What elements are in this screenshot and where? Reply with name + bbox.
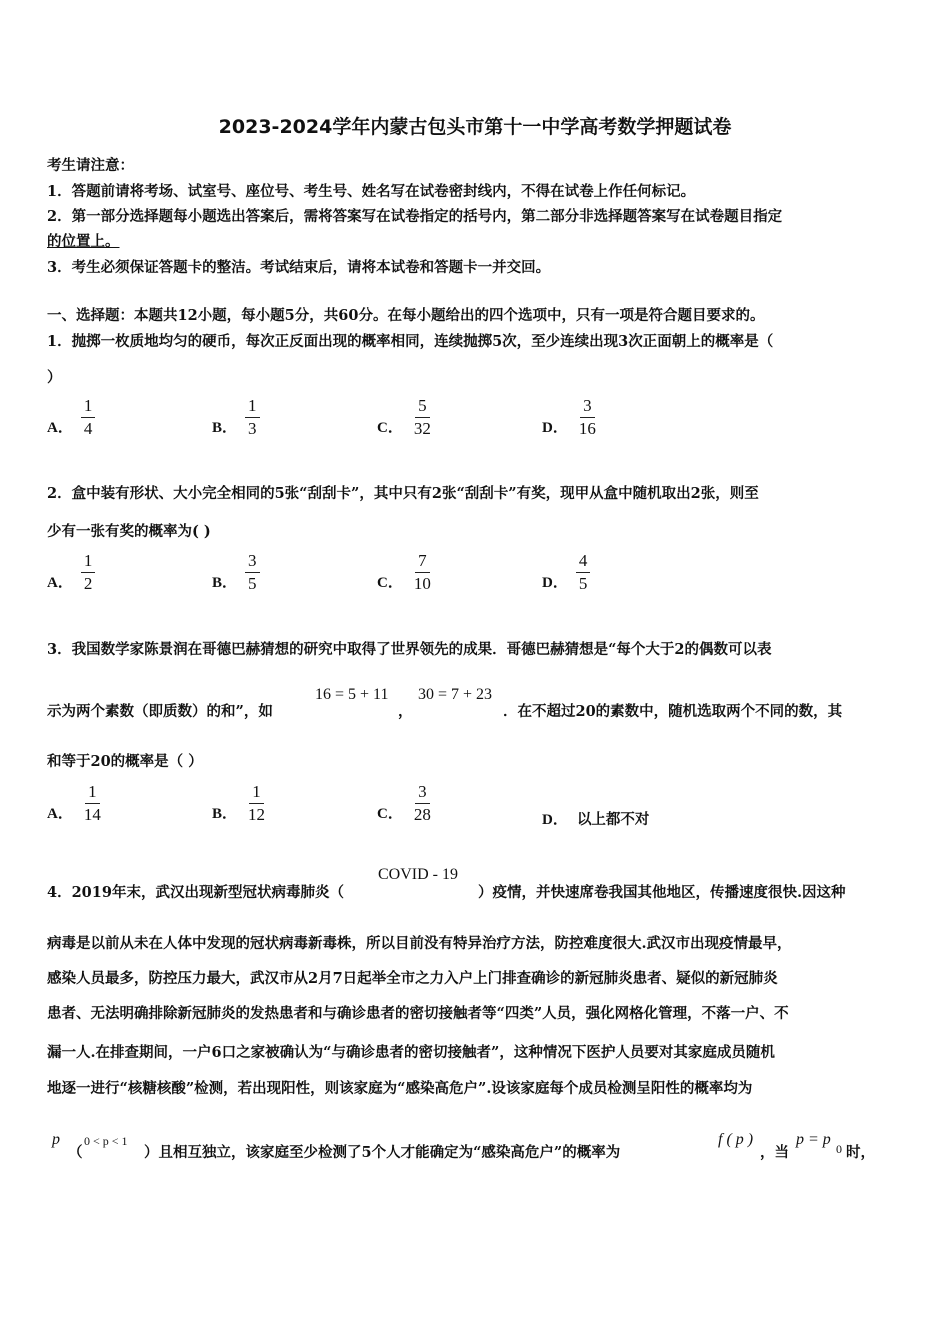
q1-text-line1: 1．抛掷一枚质地均匀的硬币，每次正反面出现的概率相同，连续抛掷5次，至少连续出现3次正面朝上的概率是（	[47, 333, 774, 350]
fraction: $\frac{3}{16}$	[578, 396, 596, 438]
q4-p-symbol: p	[52, 1131, 60, 1148]
q3-equation-1: 16 = 5 + 11	[315, 686, 389, 703]
fraction: $\frac{1}{3}$	[245, 397, 260, 438]
fraction: $\frac{4}{5}$	[576, 552, 591, 593]
page-title: 2023-2024学年内蒙古包头市第十一中学高考数学押题试卷	[218, 116, 732, 138]
notice-line-1: 1．答题前请将考场、试室号、座位号、考生号、姓名写在试卷密封线内，不得在试卷上作任何标记。	[47, 183, 696, 200]
fraction: $\frac{3}{28}$	[413, 782, 431, 824]
option-letter: C．	[377, 805, 403, 822]
option-letter: C．	[377, 574, 403, 591]
q2-option-c[interactable]	[377, 552, 434, 593]
q3-text-line2b: ．在不超过20的素数中，随机选取两个不同的数，其	[503, 703, 843, 720]
q2-option-b[interactable]	[212, 552, 260, 593]
q3-text-line1: 3．我国数学家陈景润在哥德巴赫猜想的研究中取得了世界领先的成果．哥德巴赫猜想是“每个大于2的偶数可以表	[47, 641, 772, 658]
section-heading: 一、选择题：本题共12小题，每小题5分，共60分。在每小题给出的四个选项中，只有一项是符合题目要求的。	[47, 307, 765, 324]
q2-text-line2: 少有一张有奖的概率为( )	[47, 523, 211, 540]
q4-text-line1b: ）疫情，并快速席卷我国其他地区，传播速度很快.因这种	[478, 884, 846, 901]
q3-option-b[interactable]	[212, 783, 268, 824]
q4-text-line1a: 4．2019年末，武汉出现新型冠状病毒肺炎（	[47, 884, 344, 901]
fraction: $\frac{1}{4}$	[81, 397, 96, 438]
q4-covid-term: COVID - 19	[378, 866, 458, 883]
q1-option-c[interactable]	[377, 397, 434, 438]
notice-line-2: 2．第一部分选择题每小题选出答案后，需将答案写在试卷指定的括号内，第二部分非选择题答案写在试卷题目指定	[47, 208, 783, 225]
option-letter: A．	[47, 419, 73, 436]
q3-text-line3: 和等于20的概率是（ ）	[47, 753, 203, 770]
fraction: $\frac{1}{14}$	[83, 782, 101, 824]
notice-heading: 考生请注意：	[47, 157, 134, 174]
fraction: $\frac{1}{12}$	[248, 782, 266, 824]
q3-option-a[interactable]	[47, 783, 104, 824]
fraction: $\frac{1}{2}$	[81, 552, 96, 593]
q2-text-line1: 2．盒中装有形状、大小完全相同的5张“刮刮卡”，其中只有2张“刮刮卡”有奖，现甲从盒中随机取出2张，则至	[47, 485, 759, 502]
fraction: $\frac{3}{5}$	[245, 552, 260, 593]
option-letter: D．	[542, 419, 568, 436]
q4-text-line5: 漏一人.在排查期间，一户6口之家被确认为“与确诊患者的密切接触者”，这种情况下医护人员要对其家庭成员随机	[47, 1044, 775, 1061]
option-letter: B．	[212, 574, 238, 591]
q3-text-line2a: 示为两个素数（即质数）的和”，如	[47, 703, 273, 720]
option-letter: A．	[47, 574, 73, 591]
notice-line-2-cont: 的位置上。	[47, 233, 120, 250]
q4-text-line2: 病毒是以前从未在人体中发现的冠状病毒新毒株，所以目前没有特异治疗方法，防控难度很大.武汉市出现疫情最早，	[47, 935, 792, 952]
q4-p-equals: p = p	[796, 1131, 831, 1148]
q1-option-d[interactable]	[542, 397, 599, 438]
q2-option-d[interactable]	[542, 552, 590, 593]
q4-subscript-0: 0	[836, 1142, 842, 1156]
q4-function-fp: f ( p )	[718, 1131, 754, 1148]
q4-shi: 时，	[846, 1144, 875, 1161]
option-letter: C．	[377, 419, 403, 436]
q4-condition: 0 < p < 1	[84, 1134, 128, 1148]
option-letter: D．	[542, 812, 568, 828]
option-letter: B．	[212, 805, 238, 822]
q2-option-a[interactable]	[47, 552, 95, 593]
q4-text-line4: 患者、无法明确排除新冠肺炎的发热患者和与确诊患者的密切接触者等“四类”人员，强化网格化管理，不落一户、不	[47, 1005, 789, 1022]
q1-option-b[interactable]	[212, 397, 260, 438]
q4-dang: ，当	[760, 1144, 789, 1161]
q4-text-line7a: ）且相互独立，该家庭至少检测了5个人才能确定为“感染高危户”的概率为	[144, 1144, 621, 1161]
notice-line-3: 3．考生必须保证答题卡的整洁。考试结束后，请将本试卷和答题卡一并交回。	[47, 259, 551, 276]
q4-text-line3: 感染人员最多，防控压力最大，武汉市从2月7日起举全市之力入户上门排查确诊的新冠肺炎患者、疑似的新冠肺炎	[47, 970, 778, 987]
option-letter: D．	[542, 574, 568, 591]
q3-option-d[interactable]	[542, 808, 649, 829]
q3-option-c[interactable]	[377, 783, 434, 824]
fraction: $\frac{7}{10}$	[413, 551, 431, 593]
q4-open-paren: （	[68, 1144, 83, 1161]
q4-text-line6: 地逐一进行“核糖核酸”检测，若出现阳性，则该家庭为“感染高危户”.设该家庭每个成员检测呈阳性的概率均为	[47, 1080, 753, 1097]
q3-equation-2: 30 = 7 + 23	[418, 686, 493, 703]
fraction: $\frac{5}{32}$	[413, 396, 431, 438]
option-letter: B．	[212, 419, 238, 436]
option-letter: A．	[47, 805, 73, 822]
q1-text-line2: ）	[47, 369, 62, 386]
option-text: 以上都不对	[576, 811, 650, 828]
q3-comma: ，	[398, 703, 413, 720]
q1-option-a[interactable]	[47, 397, 95, 438]
